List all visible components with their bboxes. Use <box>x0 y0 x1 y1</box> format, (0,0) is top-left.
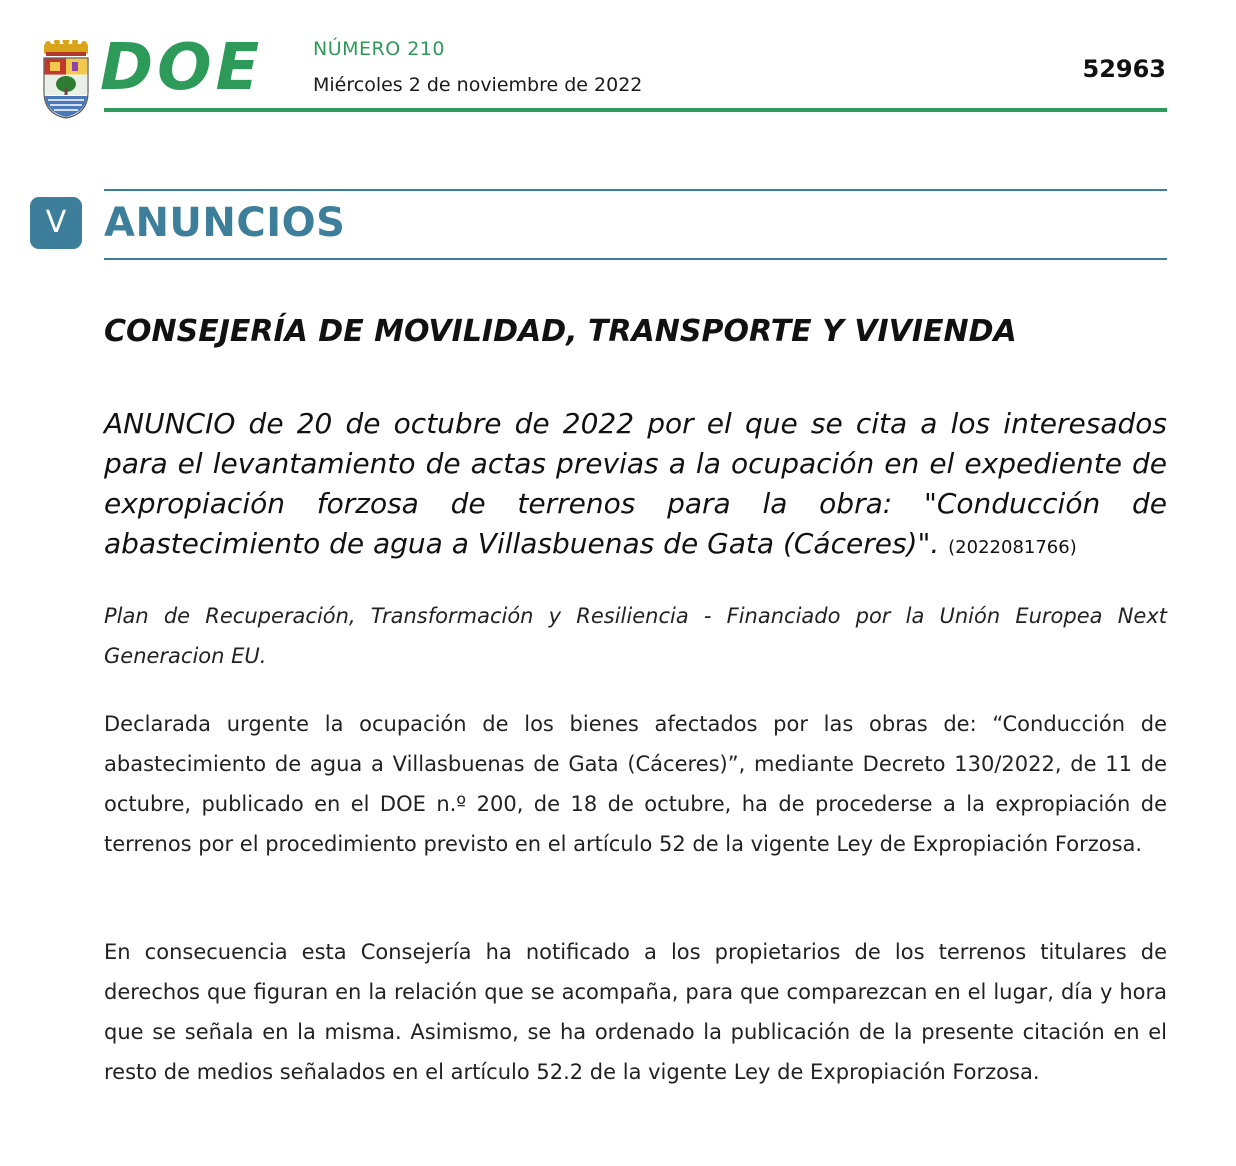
issue-number: NÚMERO 210 <box>313 38 445 60</box>
announcement-reference: (2022081766) <box>948 537 1077 558</box>
announcement-title <box>104 404 1167 568</box>
section-title: ANUNCIOS <box>104 200 346 246</box>
issue-date: Miércoles 2 de noviembre de 2022 <box>313 74 643 96</box>
section-divider-top <box>104 189 1167 191</box>
funding-note: Plan de Recuperación, Transformación y Resiliencia - Financiado por la Unión Europea Next Generacion EU. <box>104 604 1167 668</box>
header-divider <box>104 108 1167 112</box>
announcement-title-text: ANUNCIO de 20 de octubre de 2022 por el que se cita a los interesados para el levantamiento de actas previas a la ocupación en el expediente de expropiación forzosa de terrenos para la obra: "Conducción de abastecimiento de agua a Villasbuenas de Gata (Cáceres)". <box>104 407 1167 560</box>
doe-logo: DOE <box>100 31 264 105</box>
department-heading: CONSEJERÍA DE MOVILIDAD, TRANSPORTE Y VIVIENDA <box>104 314 1017 349</box>
page-number: 52963 <box>1082 55 1166 83</box>
section-badge: V <box>30 197 82 249</box>
section-divider-bottom <box>104 258 1167 260</box>
coat-of-arms-icon <box>38 40 94 120</box>
body-paragraph: En consecuencia esta Consejería ha notificado a los propietarios de los terrenos titulares de derechos que figuran en la relación que se acompaña, para que comparezcan en el lugar, día y hora que se señala en la misma. Asimismo, se ha ordenado la publicación de la presente citación en el resto de medios señalados en el artículo 52.2 de la vigente Ley de Expropiación Forzosa. <box>104 940 1167 1084</box>
body-paragraph: Declarada urgente la ocupación de los bienes afectados por las obras de: “Conducción de abastecimiento de agua a Villasbuenas de Gata (Cáceres)”, mediante Decreto 130/2022, de 11 de octubre, publicado en el DOE n.º 200, de 18 de octubre, ha de procederse a la expropiación de terrenos por el procedimiento previsto en el artículo 52 de la vigente Ley de Expropiación Forzosa. <box>104 712 1167 856</box>
